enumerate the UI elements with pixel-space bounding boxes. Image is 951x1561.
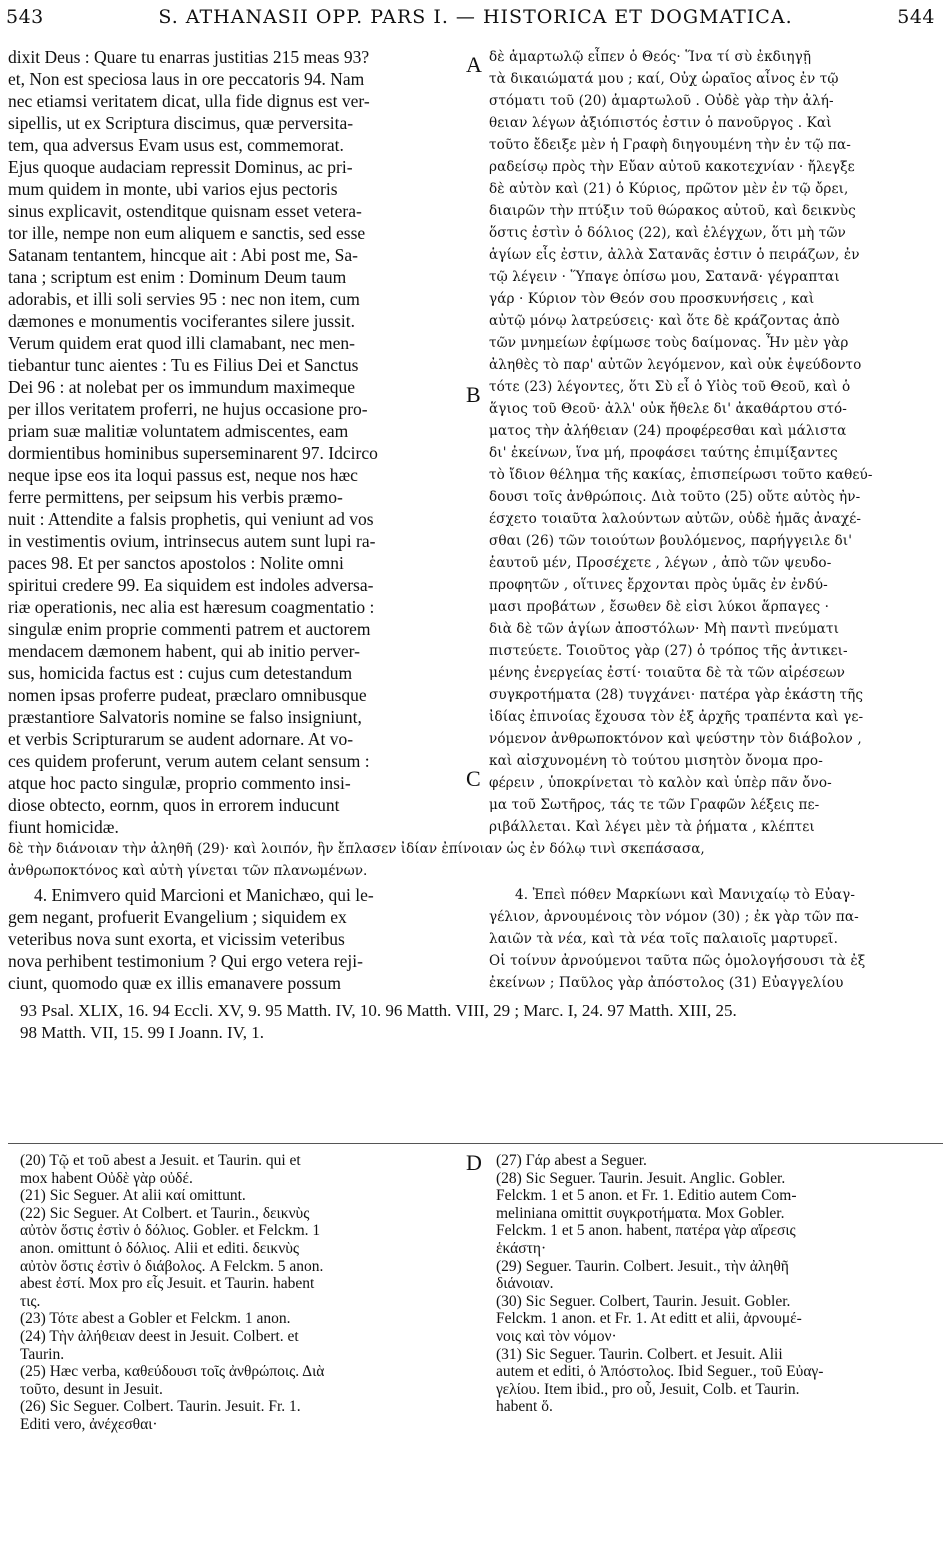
footnote-line: νοις καὶ τὸν νόμον· — [496, 1327, 617, 1345]
latin-text-line: Dei 96 : at nolebat per os immundum maximeque — [8, 377, 356, 397]
greek-text-line: νόμενον ἀνθρωποκτόνον καὶ ψεύστην τὸν διάβολον , — [489, 731, 862, 747]
latin-text-line: neque ipse eos ita loqui passus est, neque nos hæc — [8, 465, 358, 485]
footnote-line: (24) Τὴν ἀλήθειαν deest in Jesuit. Colbert. et — [20, 1327, 299, 1345]
latin-text-line: singulæ enim proprie commenti patrem et auctorem — [8, 619, 371, 639]
greek-text-line: θειαν λέγων ἀξιόπιστός ἐστιν ὁ πανοῦργος . Καὶ — [489, 115, 832, 131]
footnote-line: ἑκάστη· — [496, 1239, 547, 1257]
footnote-line: αὐτὸν ὅστις ἐστὶν ὁ δόλιος. Gobler. et Felckm. 1 — [20, 1222, 321, 1240]
latin-text-line: præstantiore Salvatoris nomine se falso insigniunt, — [8, 707, 362, 727]
greek-text-line: προφητῶν , οἵτινες ἔρχονται πρὸς ὑμᾶς ἐν ἐνδύ- — [489, 577, 828, 593]
latin-text-line: in vestimentis ovium, intrinsecus autem sunt lupi ra- — [8, 531, 376, 551]
latin-text-line: tana ; scriptum est enim : Dominum Deum taum — [8, 267, 347, 287]
greek-text-line: ὅστις ἐστὶν ὁ δόλιος (22), καὶ ἐλέγχων, ὅτι μὴ τῶν — [489, 225, 846, 241]
greek-text-line: γάρ · Κύριον τὸν Θεόν σου προσκυνήσεις , καὶ — [489, 291, 815, 307]
greek-text-line: διὰ δὲ τῶν ἁγίων ἀποστόλων· Μὴ παντὶ πνεύματι — [489, 621, 839, 637]
footnote-line: τοῦτο, desunt in Jesuit. — [20, 1380, 163, 1398]
greek-text-line: ἰδίας ἐπινοίας ἔχουσα τὸν ἐξ ἀρχῆς τραπέντα καὶ γε- — [489, 709, 864, 725]
margin-letter-c: C — [466, 766, 481, 791]
greek-text-line: έσχετο τοιαῦτα λαλούντων αὐτῶν, οὐδὲ ἡμᾶς ἀναχέ- — [489, 511, 862, 527]
footnote-line: abest ἐστί. Mox pro εἷς Jesuit. et Taurin. habent — [20, 1275, 315, 1293]
latin-text-line: diose obtecto, eornm, quos in errorem inducunt — [8, 795, 340, 815]
greek-text-line: τῷ λέγειν · Ὕπαγε ὀπίσω μου, Σατανᾶ· γέγραπται — [489, 269, 840, 285]
greek-text-line: μασι προβάτων , ἔσωθεν δὲ εἰσι λύκοι ἅρπαγες · — [489, 599, 830, 615]
footnote-line: (28) Sic Seguer. Taurin. Jesuit. Anglic. Gobler. — [496, 1169, 786, 1187]
latin-text-line: mum quidem in monte, ubi varios ejus pectoris — [8, 179, 338, 199]
greek-text-line: αὐτῷ μόνῳ λατρεύσεις· καὶ ὅτε δὲ κράζοντας ἀπὸ — [489, 313, 840, 329]
latin-text-line: tiebantur tunc aientes : Tu es Filius Dei et Sanctus — [8, 355, 359, 375]
greek-text-line: ἅγιος τοῦ Θεοῦ· ἀλλ' οὐκ ἤθελε δι' ἀκαθάρτου στό- — [489, 401, 847, 417]
greek-text-line: φέρειν , ὑποκρίνεται τὸ καλὸν καὶ ὑπὲρ πᾶν ὄνο- — [489, 775, 832, 791]
latin-text-line: fiunt homicidæ. — [8, 817, 119, 837]
footnote-line: (29) Seguer. Taurin. Colbert. Jesuit., τὴν ἀληθῆ — [496, 1257, 789, 1275]
latin-text-line: tor ille, nempe non eum aliquem e sanctis, sed esse — [8, 223, 366, 243]
latin-text-line: dixit Deus : Quare tu enarras justitias 215 meas 93? — [8, 47, 370, 67]
greek-text-line: ραδείσῳ πρὸς τὴν Εὔαν αὐτοῦ κακοτεχνίαν · ἤλεγξε — [489, 159, 855, 175]
latin-text-line: et, Non est speciosa laus in ore peccatoris 94. Nam — [8, 69, 365, 89]
latin-text-line: Satanam tentantem, hincque ait : Abi post me, Sa- — [8, 245, 358, 265]
latin-text-line: paces 98. Et per sanctos apostolos : Nolite omni — [8, 553, 344, 573]
footnote-line: habent ὅ. — [496, 1398, 553, 1416]
latin-paragraph-4 — [8, 884, 463, 994]
latin-column — [8, 46, 463, 838]
footnote-line: (22) Sic Seguer. At Colbert. et Taurin., δεικνὺς — [20, 1204, 310, 1222]
footnote-line: (30) Sic Seguer. Colbert, Taurin. Jesuit. Gobler. — [496, 1292, 791, 1310]
latin-text-line: mendacem dæmonem habent, qui ab initio perver- — [8, 641, 360, 661]
greek-text-line: στόματι τοῦ (20) ἁμαρτωλοῦ . Οὐδὲ γὰρ τὴν ἀλή- — [489, 93, 834, 109]
footnote-line: Felckm. 1 et 5 anon. et Fr. 1. Editio autem Com- — [496, 1187, 797, 1205]
footnote-line: γελίου. Item ibid., pro οὗ, Jesuit, Colb. et Taurin. — [496, 1380, 800, 1398]
latin-text-line: per illos veritatem proferri, ne hujus occasione pro- — [8, 399, 368, 419]
latin-text-line: spiritui credere 99. Ea siquidem est indoles adversa- — [8, 575, 374, 595]
footnote-line: τις. — [20, 1292, 41, 1310]
greek-text-line: ἀνθρωποκτόνος καὶ αὐτὴ γίνεται τῶν πλανωμένων. — [8, 863, 368, 879]
footnote-line: (23) Τότε abest a Gobler et Felckm. 1 anon. — [20, 1310, 291, 1328]
margin-letter-d: D — [466, 1150, 482, 1175]
latin-text-line: nomen ipsas proferre pudeat, præclaro omnibusque — [8, 685, 367, 705]
latin-text-line: priam suæ malitiæ voluntatem admiscentes, eam — [8, 421, 349, 441]
greek-text-line: δι' ἐκείνων, ἵνα μή, προφάσει ταύτης ἐπιμίξαντες — [489, 445, 838, 461]
latin-text-line: gem negant, profuerit Evangelium ; siquidem ex — [8, 907, 347, 927]
greek-text-line: τὸ ἴδιον θέλημα τῆς κακίας, ἐπισπείρωσι τοῦτο καθεύ- — [489, 467, 873, 483]
greek-text-line: γέλιον, ἀρνουμένοις τὸν νόμον (30) ; ἐκ γὰρ τῶν πα- — [489, 909, 859, 925]
scripture-reference-line: 93 Psal. XLIX, 16. 94 Eccli. XV, 9. 95 Matth. IV, 10. 96 Matth. VIII, 29 ; Marc. I, 24. 97 Matth. XIII, 25. — [20, 1001, 737, 1020]
latin-text-line: nec etiamsi veritatem dicat, ulla fide dignus est ver- — [8, 91, 370, 111]
greek-text-line: μα τοῦ Σωτῆρος, τάς τε τῶν Γραφῶν λέξεις πε- — [489, 797, 820, 813]
greek-text-line: δὲ τὴν διάνοιαν τὴν ἀληθῆ (29)· καὶ λοιπόν, ἣν ἔπλασεν ἰδίαν ἐπίνοιαν ὡς ἐν δόλῳ τινὶ σκεπάσασα, — [8, 841, 705, 857]
latin-text-line: nova perhibent testimonium ? Qui ergo vetera reji- — [8, 951, 363, 971]
page-number-right: 544 — [897, 6, 935, 28]
greek-column — [489, 46, 941, 838]
latin-text-line: adorabis, et illi soli servies 95 : nec non item, cum — [8, 289, 360, 309]
latin-text-line: sipellis, ut ex Scriptura discimus, quæ perversita- — [8, 113, 354, 133]
running-title: S. ATHANASII OPP. PARS I. — HISTORICA ET DOGMATICA. — [158, 6, 793, 28]
greek-text-line: Οἱ τοίνυν ἀρνούμενοι ταῦτα πῶς ὁμολογήσουσι τὰ ἐξ — [489, 953, 866, 969]
greek-text-line: δουσι τοῖς ἀνθρώποις. Διὰ τοῦτο (25) οὔτε αὐτὸς ἠν- — [489, 489, 861, 505]
footnote-line: Taurin. — [20, 1345, 65, 1363]
greek-text-line: δὲ ἁμαρτωλῷ εἶπεν ὁ Θεός· Ἵνα τί σὺ ἐκδιηγῇ — [489, 49, 812, 65]
greek-text-line: ἀληθὲς τὸ παρ' αὐτῶν λεγόμενον, καὶ οὐκ ἐψεύδοντο — [489, 357, 862, 373]
latin-text-line: tem, qua adversus Evam usus est, commemorat. — [8, 135, 344, 155]
greek-text-line: σθαι (26) τῶν τοιούτων βουλόμενος, παρήγγειλε δι' — [489, 533, 853, 549]
footnotes-right — [496, 1152, 942, 1416]
latin-text-line: sus, homicida factus est : cujus cum detestandum — [8, 663, 353, 683]
footnote-line: Editi vero, ἀνέχεσθαι· — [20, 1415, 158, 1433]
footnotes-left — [20, 1152, 465, 1434]
footnote-line: (20) Τῷ et τοῦ abest a Jesuit. et Taurin. qui et — [20, 1152, 301, 1169]
footnote-line: anon. omittunt ὁ δόλιος. Alii et editi. δεικνὺς — [20, 1239, 300, 1257]
margin-letter-b: B — [466, 382, 481, 407]
footnote-line: mox habent Οὐδὲ γὰρ οὐδέ. — [20, 1169, 193, 1187]
latin-text-line: et verbis Scripturarum se audent adornare. At vo- — [8, 729, 354, 749]
footnote-divider — [8, 1143, 943, 1144]
greek-text-line: ἐκείνων ; Παῦλος γὰρ ἀπόστολος (31) Εὐαγγελίου — [489, 975, 844, 991]
greek-text-line: καὶ αἰσχυνομένη τὸ τούτου μισητὸν ὄνομα προ- — [489, 753, 823, 769]
footnote-line: (25) Hæc verba, καθεύδουσι τοῖς ἀνθρώποις. Διὰ — [20, 1363, 325, 1381]
footnote-line: Felckm. 1 anon. et Fr. 1. At editt et alii, ἀρνουμέ- — [496, 1310, 802, 1328]
latin-text-line: dormientibus hominibus superseminarent 97. Idcirco — [8, 443, 378, 463]
latin-text-line: dæmones e monumentis vociferantes silere jussit. — [8, 311, 356, 331]
latin-text-line: veteribus nova sunt exorta, et vicissim veteribus — [8, 929, 345, 949]
latin-text-line: Verum quidem erat quod illi clamabant, nec men- — [8, 333, 355, 353]
latin-text-line: ces quidem proferunt, verum autem celant sensum : — [8, 751, 370, 771]
greek-text-line: τότε (23) λέγοντες, ὅτι Σὺ εἶ ὁ Υἱὸς τοῦ Θεοῦ, καὶ ὁ — [489, 379, 851, 395]
page-number-left: 543 — [6, 6, 44, 28]
greek-text-line: μένης ἐνεργείας ἐστί· τοιαῦτα δὲ τὰ τῶν αἱρέσεων — [489, 665, 846, 681]
latin-text-line: riæ operationis, nec alia est hæresum coagmentatio : — [8, 597, 375, 617]
latin-text-line: Ejus quoque audaciam repressit Dominus, ac pri- — [8, 157, 353, 177]
scripture-reference-line: 98 Matth. VII, 15. 99 I Joann. IV, 1. — [20, 1023, 264, 1042]
footnote-line: αὐτὸν ὅστις ἐστὶν ὁ διάβολος. A Felckm. 5 anon. — [20, 1257, 324, 1275]
greek-full-width-text — [8, 838, 943, 882]
footnote-line: (31) Sic Seguer. Taurin. Colbert. et Jesuit. Alii — [496, 1345, 783, 1363]
footnote-line: (27) Γάρ abest a Seguer. — [496, 1152, 647, 1169]
latin-text-line: ferre permittens, per seipsum his verbis præmo- — [8, 487, 343, 507]
greek-text-line: δὲ αὐτὸν καὶ (21) ὁ Κύριος, πρῶτον μὲν ἐν τῷ ὄρει, — [489, 181, 849, 197]
footnote-line: (26) Sic Seguer. Colbert. Taurin. Jesuit. Fr. 1. — [20, 1398, 301, 1416]
greek-text-line: τοῦτο ἔδειξε μὲν ἡ Γραφὴ διηγουμένη τὴν ἐν τῷ πα- — [489, 137, 851, 153]
footnote-line: meliniana omittit συγκροτήματα. Mox Gobler. — [496, 1204, 785, 1222]
greek-text-line: ἑαυτοῦ μέν, Προσέχετε , λέγων , ἀπὸ τῶν ψευδο- — [489, 555, 832, 571]
greek-text-line: λαιῶν τὰ νέα, καὶ τὰ νέα τοῖς παλαιοῖς μαρτυρεῖ. — [489, 931, 839, 947]
scripture-references — [20, 1001, 945, 1045]
latin-text-line: sinus explicavit, ostenditque quisnam esset vetera- — [8, 201, 362, 221]
greek-text-line: συγκροτήματα (28) τυγχάνει· πατέρα γὰρ ἑκάστη τῆς — [489, 687, 864, 703]
greek-text-line: ματος τὴν ἀλήθειαν (24) προφέρεσθαι καὶ μάλιστα — [489, 423, 847, 439]
margin-letter-a: A — [466, 52, 482, 77]
latin-text-line: ciunt, quomodo quæ ex illis emanavere possum — [8, 973, 341, 993]
footnote-line: Felckm. 1 et 5 anon. habent, πατέρα γὰρ αἵρεσις — [496, 1222, 796, 1240]
footnote-line: (21) Sic Seguer. At alii καί omittunt. — [20, 1187, 246, 1205]
greek-text-line: διαιρῶν τὴν πτύξιν τοῦ θώρακος αὐτοῦ, καὶ δεικνὺς — [489, 203, 856, 219]
greek-text-line: τὰ δικαιώματά μου ; καί, Οὐχ ὡραῖος αἶνος ἐν τῷ — [489, 71, 839, 87]
latin-text-line: atque hoc pacto singulæ, proprio commento insi- — [8, 773, 351, 793]
latin-text-line: nuit : Attendite a falsis prophetis, qui veniunt ad vos — [8, 509, 374, 529]
greek-text-line: 4. Ἐπεὶ πόθεν Μαρκίωνι καὶ Μανιχαίῳ τὸ Εὐαγ- — [515, 887, 856, 903]
footnote-line: διάνοιαν. — [496, 1275, 554, 1293]
footnote-line: autem et editi, ὁ Ἀπόστολος. Ibid Seguer., τοῦ Εὐαγ- — [496, 1363, 824, 1381]
greek-text-line: ἁγίων εἷς ἐστιν, ἀλλὰ Σατανᾶς ἐστιν ὁ πειράζων, ἐν — [489, 247, 860, 263]
greek-text-line: πιστεύετε. Τοιοῦτος γὰρ (27) ὁ τρόπος τῆς ἀντικει- — [489, 643, 848, 659]
latin-text-line: 4. Enimvero quid Marcioni et Manichæo, qui le- — [34, 885, 374, 905]
greek-paragraph-4 — [489, 884, 941, 994]
greek-text-line: ριβάλλεται. Καὶ λέγει μὲν τὰ ῥήματα , κλέπτει — [489, 819, 815, 835]
greek-text-line: τῶν μνημείων ἐφίμωσε τοὺς δαίμονας. Ἦν μὲν γὰρ — [489, 335, 849, 351]
